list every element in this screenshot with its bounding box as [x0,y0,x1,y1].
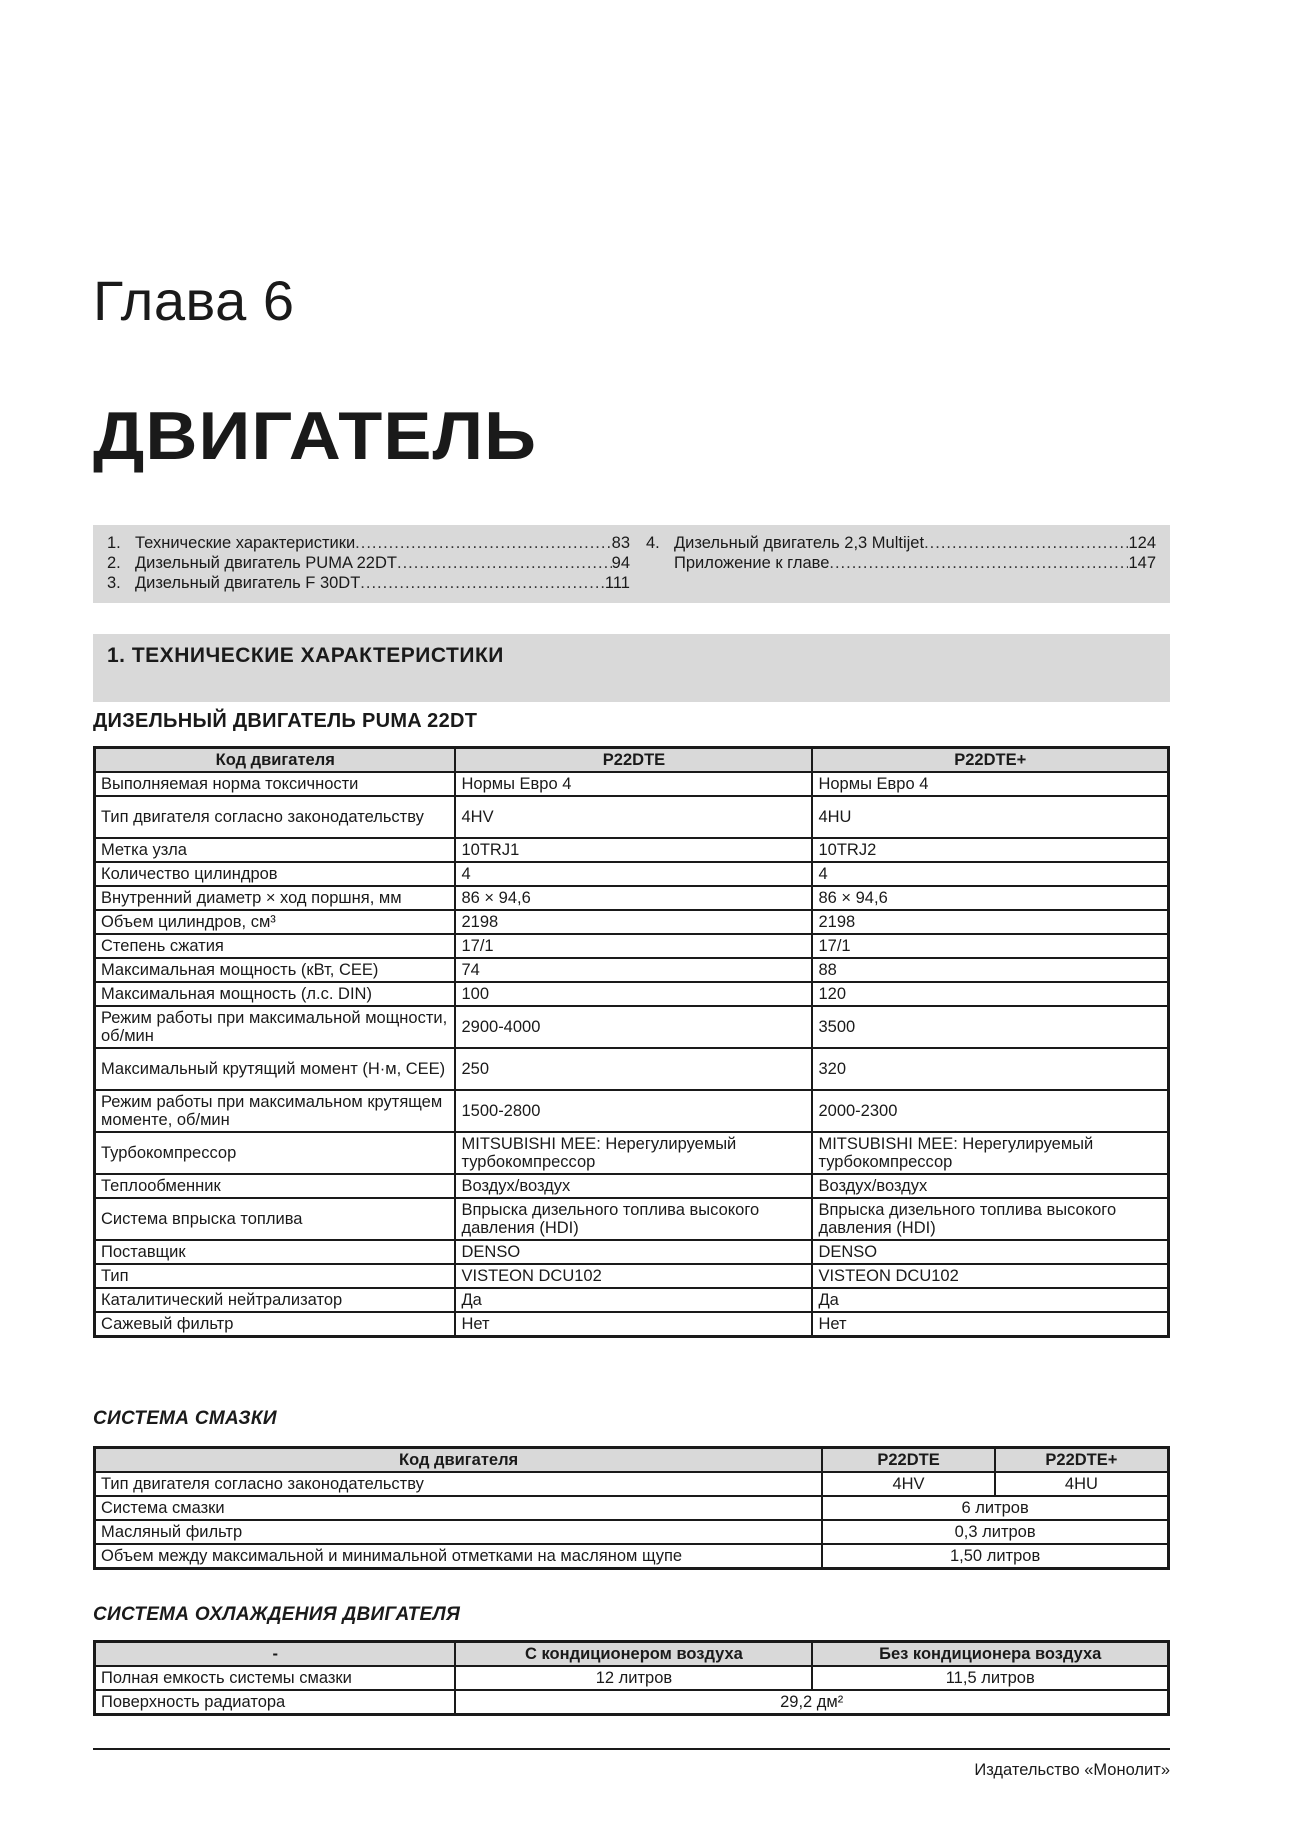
table-header-row [95,1448,1169,1473]
toc-item-title: Дизельный двигатель 2,3 Multijet [674,534,925,552]
toc-leader-dots [355,533,611,553]
row-label: Поверхность радиатора [95,1690,456,1715]
cell-value: 4HU [812,796,1168,838]
row-label: Режим работы при максимальном крутящем моменте, об/мин [95,1090,456,1132]
cell-value: DENSO [812,1240,1168,1264]
column-header: Код двигателя [95,748,456,773]
cell-value: 320 [812,1048,1168,1090]
column-header: С кондиционером воздуха [455,1642,812,1667]
table-header-row [95,1642,1169,1667]
table-row [95,1520,1169,1544]
engine-spec-table [93,746,1170,1338]
cell-value: 11,5 литров [812,1666,1168,1690]
cell-value: 0,3 литров [822,1520,1168,1544]
table-row [95,886,1169,910]
table-row [95,838,1169,862]
cell-value: 88 [812,958,1168,982]
row-label: Объем цилиндров, см³ [95,910,456,934]
table-row [95,910,1169,934]
row-label: Максимальная мощность (кВт, CEE) [95,958,456,982]
toc-item[interactable] [646,553,1156,573]
table-row [95,796,1169,838]
lubrication-table [93,1446,1170,1570]
cell-value: Нормы Евро 4 [812,772,1168,796]
toc-item-title: Технические характеристики [135,534,356,552]
cell-value: 250 [455,1048,812,1090]
cell-value: Нет [455,1312,812,1337]
column-header: Код двигателя [95,1448,823,1473]
toc-item-page: 147 [1128,554,1156,572]
cell-value: 4 [455,862,812,886]
table-row [95,1264,1169,1288]
cell-value: 17/1 [455,934,812,958]
row-label: Тип двигателя согласно законодательству [95,1472,823,1496]
toc-item-number: 4. [646,534,660,552]
toc-leader-dots [829,553,1128,573]
table-header-row [95,748,1169,773]
table-row [95,1312,1169,1337]
footer-divider [93,1748,1170,1750]
toc-item-number: 3. [107,574,121,592]
cell-value: Да [455,1288,812,1312]
row-label: Количество цилиндров [95,862,456,886]
table-row [95,1132,1169,1174]
cell-value: 2198 [455,910,812,934]
table-row [95,934,1169,958]
toc-item-number: 2. [107,554,121,572]
table-row [95,772,1169,796]
row-label: Каталитический нейтрализатор [95,1288,456,1312]
row-label: Поставщик [95,1240,456,1264]
table-row [95,1472,1169,1496]
cell-value: Да [812,1288,1168,1312]
row-label: Система впрыска топлива [95,1198,456,1240]
cell-value: 12 литров [455,1666,812,1690]
row-label: Теплообменник [95,1174,456,1198]
cell-value: DENSO [455,1240,812,1264]
cell-value: Впрыска дизельного топлива высокого давления (HDI) [455,1198,812,1240]
cell-value: 2198 [812,910,1168,934]
lube-table-heading: СИСТЕМА СМАЗКИ [93,1408,277,1429]
cell-value: 1,50 литров [822,1544,1168,1569]
cell-value: Впрыска дизельного топлива высокого давления (HDI) [812,1198,1168,1240]
chapter-label: Глава 6 [93,269,295,332]
toc-item-title: Приложение к главе [674,554,830,572]
table-row [95,1666,1169,1690]
cell-value: VISTEON DCU102 [812,1264,1168,1288]
row-label: Внутренний диаметр × ход поршня, мм [95,886,456,910]
table-row [95,1690,1169,1715]
table-of-contents [93,525,1170,603]
cell-value: 3500 [812,1006,1168,1048]
cell-value: Нормы Евро 4 [455,772,812,796]
column-header: P22DTE [822,1448,995,1473]
row-label: Тип двигателя согласно законодательству [95,796,456,838]
row-label: Режим работы при максимальной мощности, об/мин [95,1006,456,1048]
row-label: Метка узла [95,838,456,862]
table-row [95,1198,1169,1240]
table-row [95,862,1169,886]
column-header: P22DTE+ [995,1448,1169,1473]
toc-item-page: 124 [1128,534,1156,552]
row-label: Максимальная мощность (л.с. DIN) [95,982,456,1006]
cell-value: 100 [455,982,812,1006]
row-label: Турбокомпрессор [95,1132,456,1174]
cell-value: 10TRJ2 [812,838,1168,862]
row-label: Система смазки [95,1496,823,1520]
section-title: 1. ТЕХНИЧЕСКИЕ ХАРАКТЕРИСТИКИ [107,644,504,667]
cell-value: 29,2 дм² [455,1690,1168,1715]
row-label: Сажевый фильтр [95,1312,456,1337]
cell-value: 74 [455,958,812,982]
toc-item-title: Дизельный двигатель PUMA 22DT [135,554,397,572]
row-label: Тип [95,1264,456,1288]
cell-value: 4 [812,862,1168,886]
row-label: Выполняемая норма токсичности [95,772,456,796]
toc-item-page: 83 [611,534,630,552]
cell-value: VISTEON DCU102 [455,1264,812,1288]
table-row [95,1240,1169,1264]
cell-value: 86 × 94,6 [455,886,812,910]
cell-value: 10TRJ1 [455,838,812,862]
cell-value: 2900-4000 [455,1006,812,1048]
chapter-title: ДВИГАТЕЛЬ [93,398,538,474]
table-row [95,1006,1169,1048]
cell-value: 1500-2800 [455,1090,812,1132]
row-label: Максимальный крутящий момент (Н·м, CEE) [95,1048,456,1090]
table-row [95,982,1169,1006]
cell-value: Воздух/воздух [812,1174,1168,1198]
toc-item-page: 94 [611,554,630,572]
row-label: Объем между максимальной и минимальной отметками на масляном щупе [95,1544,823,1569]
table-row [95,1288,1169,1312]
toc-column-left [107,533,630,593]
toc-item[interactable] [107,573,630,593]
section-header [93,634,1170,702]
table-row [95,958,1169,982]
toc-item-title: Дизельный двигатель F 30DT [135,574,361,592]
toc-leader-dots [397,553,612,573]
column-header: Без кондиционера воздуха [812,1642,1168,1667]
cell-value: MITSUBISHI MEE: Нерегулируемый турбокомпрессор [812,1132,1168,1174]
column-header: P22DTE+ [812,748,1168,773]
cell-value: MITSUBISHI MEE: Нерегулируемый турбокомпрессор [455,1132,812,1174]
engine-table-heading: ДИЗЕЛЬНЫЙ ДВИГАТЕЛЬ PUMA 22DT [93,710,478,732]
publisher-footer: Издательство «Монолит» [974,1761,1170,1779]
toc-leader-dots [924,533,1128,553]
toc-item[interactable] [107,533,630,553]
toc-item[interactable] [107,553,630,573]
row-label: Полная емкость системы смазки [95,1666,456,1690]
table-row [95,1496,1169,1520]
cell-value: 17/1 [812,934,1168,958]
cooling-table [93,1640,1170,1716]
cell-value: Воздух/воздух [455,1174,812,1198]
row-label: Масляный фильтр [95,1520,823,1544]
column-header: - [95,1642,456,1667]
engine-table-body [95,772,1169,1337]
cell-value: 4HV [455,796,812,838]
cell-value: 86 × 94,6 [812,886,1168,910]
row-label: Степень сжатия [95,934,456,958]
cell-value: 2000-2300 [812,1090,1168,1132]
table-row [95,1174,1169,1198]
toc-leader-dots [360,573,605,593]
cell-value: 4HU [995,1472,1169,1496]
toc-item-page: 111 [604,574,630,592]
table-row [95,1544,1169,1569]
table-row [95,1048,1169,1090]
toc-item[interactable] [646,533,1156,553]
cell-value: 6 литров [822,1496,1168,1520]
cell-value: 4HV [822,1472,995,1496]
cell-value: Нет [812,1312,1168,1337]
cooling-table-heading: СИСТЕМА ОХЛАЖДЕНИЯ ДВИГАТЕЛЯ [93,1604,461,1625]
table-row [95,1090,1169,1132]
toc-column-right [646,533,1156,573]
cell-value: 120 [812,982,1168,1006]
column-header: P22DTE [455,748,812,773]
toc-item-number: 1. [107,534,121,552]
